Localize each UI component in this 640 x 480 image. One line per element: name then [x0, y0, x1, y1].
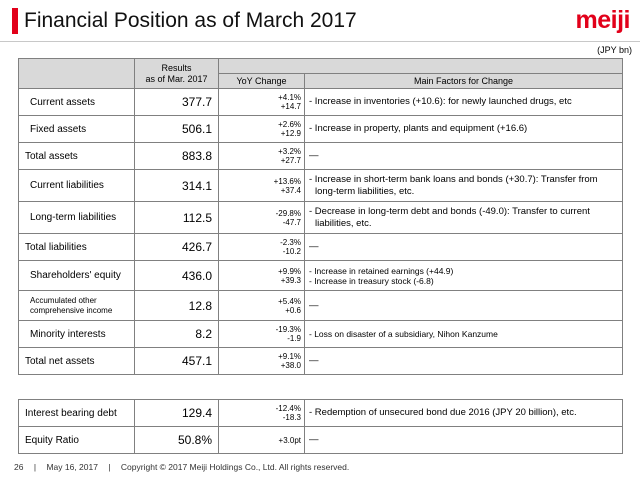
header-yoy: YoY Change: [219, 74, 305, 89]
table-row: [19, 234, 623, 261]
yoy-amount: +12.9: [280, 129, 301, 138]
yoy-percent: +3.0pt: [278, 435, 301, 445]
header-label-cell: [19, 59, 135, 89]
factor-line: - Increase in property, plants and equipment (+16.6): [309, 123, 528, 134]
factor-line: ―: [309, 150, 319, 161]
factor-line: - Redemption of unsecured bond due 2016 (JPY 20 billion), etc.: [309, 407, 577, 418]
row-yoy: [219, 143, 305, 170]
yoy-percent: -19.3%: [275, 325, 301, 334]
row-label: Fixed assets: [19, 116, 135, 143]
factor-line: - Increase in treasury stock (-6.8): [309, 275, 434, 286]
table-row: [19, 170, 623, 202]
table-row: [19, 202, 623, 234]
row-factors: [305, 143, 623, 170]
row-value: 314.1: [135, 170, 219, 202]
yoy-amount: +38.0: [280, 361, 301, 370]
page-number: 26: [14, 462, 24, 472]
yoy-percent: +9.9%: [278, 266, 301, 276]
meiji-logo: meiji: [575, 6, 630, 34]
row-value: 129.4: [135, 400, 219, 427]
row-factors: [305, 291, 623, 321]
table-row: [19, 291, 623, 321]
title-accent-bar: [12, 8, 18, 34]
row-label: Equity Ratio: [19, 427, 135, 454]
unit-label: (JPY bn): [597, 45, 632, 55]
row-yoy: [219, 170, 305, 202]
table-row: [19, 261, 623, 291]
table-row: [19, 348, 623, 375]
factor-line: ―: [309, 241, 319, 252]
header-results-line1: Results: [161, 62, 192, 73]
title-divider: [0, 41, 640, 42]
row-yoy: [219, 261, 305, 291]
row-value: 436.0: [135, 261, 219, 291]
row-factors: [305, 202, 623, 234]
yoy-percent: +3.2%: [278, 147, 301, 156]
factor-line: - Loss on disaster of a subsidiary, Nihon Kanzume: [309, 329, 498, 339]
footer-sep-2: |: [108, 462, 111, 472]
table-row: [19, 116, 623, 143]
row-factors: [305, 234, 623, 261]
table-row: [19, 143, 623, 170]
yoy-percent: -12.4%: [275, 404, 301, 413]
yoy-percent: -29.8%: [275, 208, 301, 218]
footer-copyright: Copyright © 2017 Meiji Holdings Co., Ltd. All rights reserved.: [120, 462, 350, 472]
row-label: Interest bearing debt: [19, 400, 135, 427]
row-label: [19, 291, 135, 321]
factor-line: long-term liabilities, etc.: [315, 185, 415, 197]
yoy-amount: +37.4: [280, 185, 301, 195]
row-yoy: [219, 348, 305, 375]
yoy-percent: -2.3%: [280, 238, 301, 247]
factor-line: ―: [309, 299, 319, 311]
yoy-amount: -47.7: [282, 217, 301, 227]
factor-line: - Decrease in long-term debt and bonds (-49.0): Transfer to current: [309, 205, 590, 217]
debt-equity-table: [18, 399, 623, 454]
yoy-amount: -1.9: [287, 334, 301, 343]
row-value: 50.8%: [135, 427, 219, 454]
row-yoy: [219, 400, 305, 427]
factor-line: - Increase in retained earnings (+44.9): [309, 265, 454, 276]
factor-line: ―: [309, 355, 319, 366]
table-row: [19, 400, 623, 427]
yoy-amount: +39.3: [280, 275, 301, 285]
row-label: Total net assets: [19, 348, 135, 375]
table-row: [19, 321, 623, 348]
row-yoy: [219, 427, 305, 454]
row-value: 426.7: [135, 234, 219, 261]
row-value: 506.1: [135, 116, 219, 143]
row-label: Current liabilities: [19, 170, 135, 202]
row-value: 883.8: [135, 143, 219, 170]
yoy-percent: +4.1%: [278, 93, 301, 102]
header-spacer: [219, 59, 623, 74]
row-factors: [305, 89, 623, 116]
row-factors: [305, 170, 623, 202]
yoy-percent: +9.1%: [278, 352, 301, 361]
financial-position-table: [18, 58, 623, 375]
row-label-line1: Accumulated other: [30, 295, 97, 305]
page-title: Financial Position as of March 2017: [24, 9, 357, 32]
yoy-amount: +14.7: [280, 102, 301, 111]
row-value: 12.8: [135, 291, 219, 321]
factor-line: ―: [309, 434, 319, 445]
yoy-percent: +2.6%: [278, 120, 301, 129]
yoy-amount: +27.7: [280, 156, 301, 165]
row-yoy: [219, 89, 305, 116]
row-label: Current assets: [19, 89, 135, 116]
header-factors: Main Factors for Change: [305, 74, 623, 89]
row-yoy: [219, 202, 305, 234]
yoy-amount: -18.3: [282, 413, 301, 422]
footer: [14, 462, 357, 472]
table-row: [19, 427, 623, 454]
row-yoy: [219, 291, 305, 321]
row-value: 377.7: [135, 89, 219, 116]
row-factors: [305, 427, 623, 454]
row-label-line2: comprehensive income: [30, 305, 113, 315]
yoy-amount: +0.6: [285, 305, 301, 315]
factor-line: - Increase in inventories (+10.6): for newly launched drugs, etc: [309, 96, 572, 107]
factor-line: - Increase in short-term bank loans and bonds (+30.7): Transfer from: [309, 173, 598, 185]
row-yoy: [219, 234, 305, 261]
yoy-percent: +5.4%: [278, 296, 301, 306]
row-factors: [305, 400, 623, 427]
row-factors: [305, 321, 623, 348]
row-value: 8.2: [135, 321, 219, 348]
header-results-line2: as of Mar. 2017: [145, 73, 208, 84]
header-results: [135, 59, 219, 89]
row-label: Total liabilities: [19, 234, 135, 261]
row-yoy: [219, 116, 305, 143]
yoy-amount: -10.2: [282, 247, 301, 256]
row-value: 457.1: [135, 348, 219, 375]
row-label: Total assets: [19, 143, 135, 170]
yoy-percent: +13.6%: [273, 176, 301, 186]
row-label: Minority interests: [19, 321, 135, 348]
footer-date: May 16, 2017: [46, 462, 98, 472]
row-yoy: [219, 321, 305, 348]
row-label: Long-term liabilities: [19, 202, 135, 234]
table-row: [19, 89, 623, 116]
row-factors: [305, 348, 623, 375]
row-factors: [305, 116, 623, 143]
row-factors: [305, 261, 623, 291]
row-value: 112.5: [135, 202, 219, 234]
row-label: Shareholders' equity: [19, 261, 135, 291]
factor-line: liabilities, etc.: [315, 217, 372, 229]
footer-sep-1: |: [33, 462, 37, 472]
